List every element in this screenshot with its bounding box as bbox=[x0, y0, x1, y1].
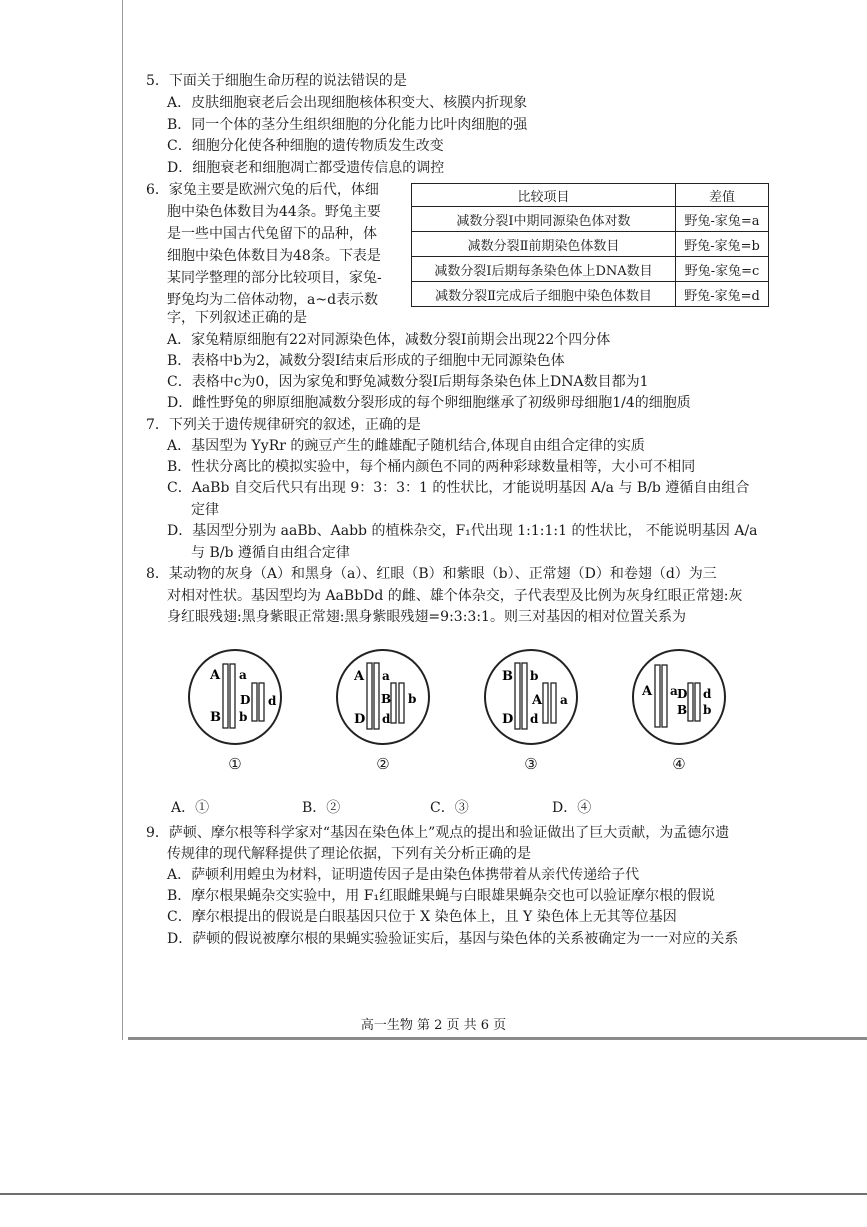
question-9-stem: 传规律的现代解释提供了理论依据，下列有关分析正确的是 bbox=[167, 846, 531, 862]
figure-label: ① bbox=[228, 755, 242, 773]
answer-option-d: D．④ bbox=[552, 800, 592, 816]
table-cell: 减数分裂Ⅱ前期染色体数目 bbox=[412, 232, 676, 257]
question-6-stem-line: 野兔均为二倍体动物，a~d表示数 bbox=[167, 292, 379, 308]
question-6-stem-line: 6．家兔主要是欧洲穴兔的后代，体细 bbox=[146, 182, 379, 198]
question-5-option-d: D．细胞衰老和细胞凋亡都受遗传信息的调控 bbox=[167, 160, 445, 176]
question-7-option-a: A．基因型为 YyRr 的豌豆产生的雌雄配子随机结合,体现自由组合定律的实质 bbox=[167, 438, 645, 454]
question-8-stem: 8．某动物的灰身（A）和黑身（a）、红眼（B）和紫眼（b）、正常翅（D）和卷翅（d）为三 bbox=[146, 566, 717, 582]
chromosome-figure-2 bbox=[333, 647, 443, 775]
question-8-stem: 对相对性状。基因型均为 AaBbDd 的雌、雄个体杂交，子代表型及比例为灰身红眼正常翅:灰 bbox=[167, 588, 743, 604]
question-9-option-d: D．萨顿的假说被摩尔根的果蝇实验验证实后，基因与染色体的关系被确定为一一对应的关系 bbox=[167, 931, 739, 947]
gene-label: D bbox=[240, 693, 251, 707]
cell-diagram bbox=[185, 647, 285, 751]
gene-label: D bbox=[354, 712, 366, 727]
gene-label: b bbox=[239, 710, 248, 724]
answer-option-b: B．② bbox=[302, 800, 341, 816]
figure-label: ④ bbox=[672, 755, 686, 773]
gene-label: b bbox=[408, 692, 417, 706]
cell-diagram bbox=[629, 647, 729, 751]
table-cell: 减数分裂Ⅱ完成后子细胞中染色体数目 bbox=[412, 282, 676, 307]
table-cell: 野兔-家兔=b bbox=[676, 232, 769, 257]
scan-edge bbox=[0, 1193, 867, 1195]
page-footer: 高一生物 第 2 页 共 6 页 bbox=[360, 1018, 507, 1033]
figure-label: ② bbox=[376, 755, 390, 773]
question-5-option-c: C．细胞分化使各种细胞的遗传物质发生改变 bbox=[167, 138, 444, 154]
gene-label: A bbox=[210, 668, 221, 683]
gene-label: B bbox=[210, 710, 221, 725]
question-7-option-b: B．性状分离比的模拟实验中，每个桶内颜色不同的两种彩球数量相等，大小可不相同 bbox=[167, 459, 696, 475]
chromosome-figures bbox=[185, 647, 765, 777]
gene-label: A bbox=[642, 684, 653, 699]
question-8-stem: 身红眼残翅:黑身紫眼正常翅:黑身紫眼残翅=9:3:3:1。则三对基因的相对位置关系为 bbox=[167, 609, 686, 625]
table-header: 比较项目 bbox=[412, 184, 676, 207]
table-header-row bbox=[412, 184, 769, 207]
question-7-option-d-continued: 与 B/b 遵循自由组合定律 bbox=[191, 545, 350, 561]
table-row bbox=[412, 207, 769, 232]
scan-edge bbox=[122, 0, 123, 1040]
question-5-stem: 5．下面关于细胞生命历程的说法错误的是 bbox=[146, 73, 407, 89]
cell-diagram bbox=[333, 647, 433, 751]
question-6-stem-line: 字，下列叙述正确的是 bbox=[167, 310, 307, 326]
scan-edge bbox=[128, 1037, 867, 1040]
question-7-stem: 7．下列关于遗传规律研究的叙述，正确的是 bbox=[146, 417, 421, 433]
question-6-option-a: A．家兔精原细胞有22对同源染色体，减数分裂I前期会出现22个四分体 bbox=[167, 332, 611, 348]
question-6-stem-line: 胞中染色体数目为44条。野兔主要 bbox=[167, 204, 381, 220]
question-9-stem: 9．萨顿、摩尔根等科学家对“基因在染色体上”观点的提出和验证做出了巨大贡献，为孟德尔遗 bbox=[146, 825, 730, 841]
question-7-option-c-continued: 定律 bbox=[191, 502, 219, 518]
cell-diagram bbox=[481, 647, 581, 751]
question-9-option-a: A．萨顿利用蝗虫为材料，证明遗传因子是由染色体携带着从亲代传递给子代 bbox=[167, 867, 640, 883]
table-cell: 减数分裂Ⅰ中期同源染色体对数 bbox=[412, 207, 676, 232]
chromosome-figure-1 bbox=[185, 647, 295, 775]
chromosome-figure-4 bbox=[629, 647, 739, 775]
gene-label: a bbox=[239, 668, 247, 682]
figure-label: ③ bbox=[524, 755, 538, 773]
question-7-option-d: D．基因型分别为 aaBb、Aabb 的植株杂交，F₁代出现 1:1:1:1 的性状比， 不能说明基因 A/a bbox=[167, 523, 758, 539]
question-6-option-c: C．表格中c为0，因为家兔和野兔减数分裂I后期每条染色体上DNA数目都为1 bbox=[167, 374, 649, 390]
table-row bbox=[412, 282, 769, 307]
question-6-stem-line: 细胞中染色体数目为48条。下表是 bbox=[167, 248, 381, 264]
gene-label: B bbox=[381, 692, 392, 706]
question-6-option-b: B．表格中b为2，减数分裂I结束后形成的子细胞中无同源染色体 bbox=[167, 353, 565, 369]
comparison-table bbox=[411, 183, 769, 307]
gene-label: d bbox=[382, 712, 391, 726]
gene-label: b bbox=[703, 703, 712, 717]
question-5-option-a: A．皮肤细胞衰老后会出现细胞核体积变大、核膜内折现象 bbox=[167, 95, 528, 111]
table-row bbox=[412, 232, 769, 257]
question-6-stem-line: 某同学整理的部分比较项目，家兔- bbox=[167, 270, 382, 286]
table-row bbox=[412, 257, 769, 282]
gene-label: d bbox=[703, 687, 712, 701]
chromosome-figure-3 bbox=[481, 647, 591, 775]
answer-option-a: A．① bbox=[171, 800, 210, 816]
gene-label: B bbox=[502, 669, 513, 684]
table-cell: 野兔-家兔=c bbox=[676, 257, 769, 282]
gene-label: a bbox=[670, 684, 678, 698]
table-cell: 减数分裂Ⅰ后期每条染色体上DNA数目 bbox=[412, 257, 676, 282]
table-cell: 野兔-家兔=a bbox=[676, 207, 769, 232]
table-header: 差值 bbox=[676, 184, 769, 207]
gene-label: A bbox=[532, 693, 543, 708]
question-7-option-c: C．AaBb 自交后代只有出现 9：3：3：1 的性状比，才能说明基因 A/a 与 B/b 遵循自由组合 bbox=[167, 480, 750, 496]
question-6-stem-line: 是一些中国古代兔留下的品种，体 bbox=[167, 226, 377, 242]
table-cell: 野兔-家兔=d bbox=[676, 282, 769, 307]
gene-label: d bbox=[530, 712, 539, 726]
gene-label: a bbox=[382, 669, 390, 683]
gene-label: B bbox=[677, 703, 688, 717]
question-9-option-c: C．摩尔根提出的假说是白眼基因只位于 X 染色体上，且 Y 染色体上无其等位基因 bbox=[167, 909, 677, 925]
gene-label: b bbox=[530, 669, 539, 683]
gene-label: D bbox=[677, 687, 688, 701]
answer-option-c: C．③ bbox=[430, 800, 469, 816]
question-5-option-b: B．同一个体的茎分生组织细胞的分化能力比叶肉细胞的强 bbox=[167, 117, 528, 133]
question-9-option-b: B．摩尔根果蝇杂交实验中，用 F₁红眼雌果蝇与白眼雄果蝇杂交也可以验证摩尔根的假说 bbox=[167, 888, 716, 904]
gene-label: A bbox=[354, 669, 365, 684]
gene-label: a bbox=[560, 693, 568, 707]
gene-label: d bbox=[268, 694, 277, 708]
question-6-option-d: D．雌性野兔的卵原细胞减数分裂形成的每个卵细胞继承了初级卵母细胞1/4的细胞质 bbox=[167, 395, 691, 411]
gene-label: D bbox=[502, 712, 514, 727]
